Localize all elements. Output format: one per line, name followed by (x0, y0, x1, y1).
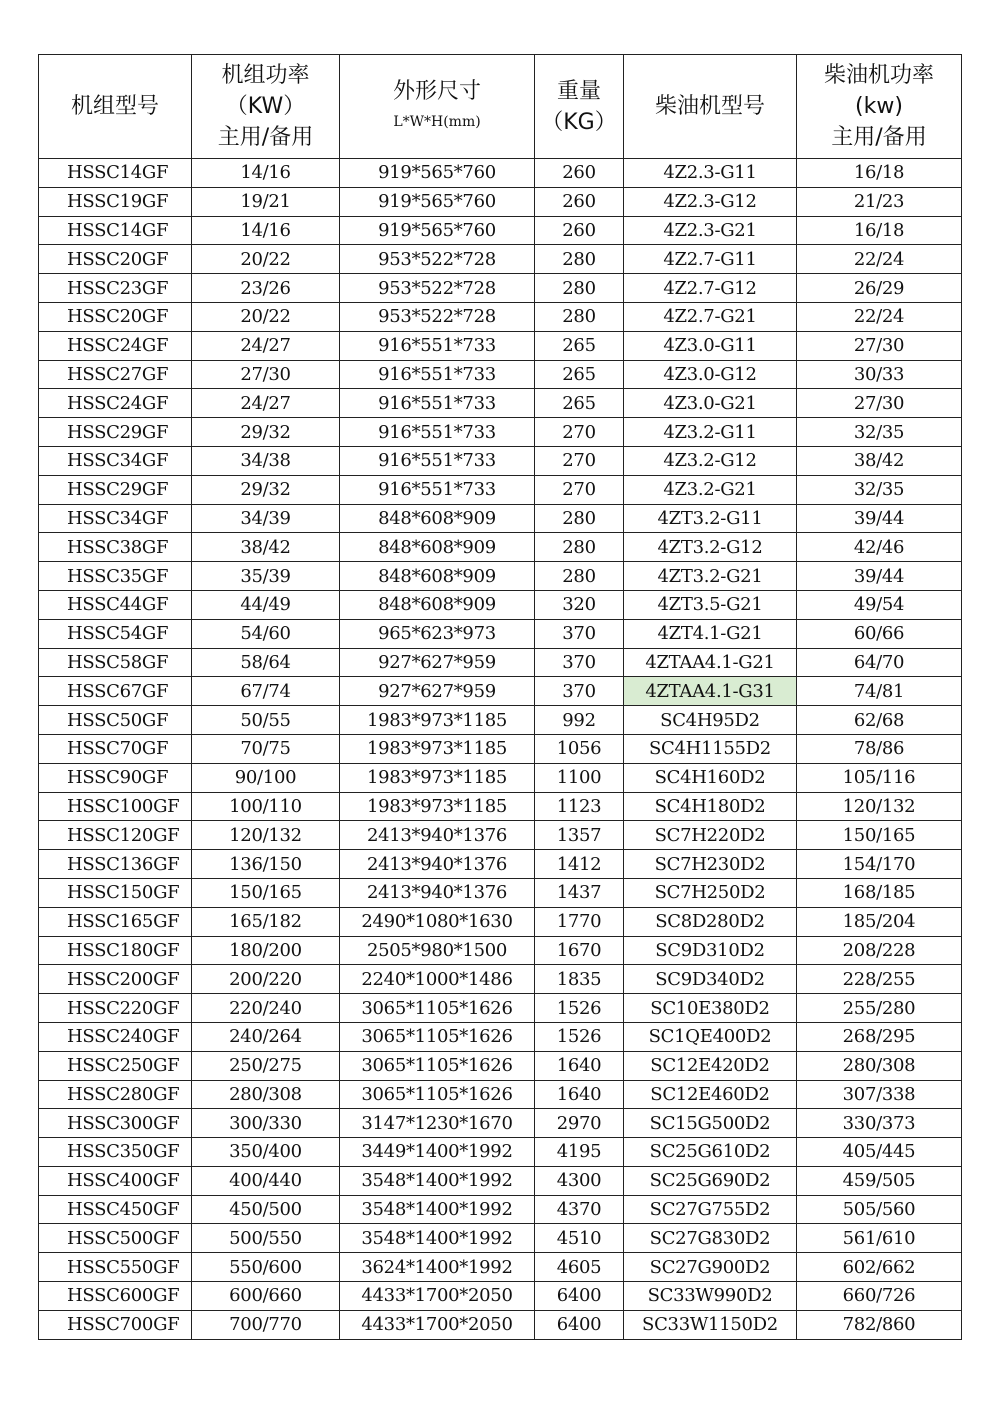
table-row (39, 1109, 962, 1138)
cell-model: HSSC700GF (39, 1310, 192, 1339)
cell-unit-power: 250/275 (192, 1051, 340, 1080)
cell-unit-power: 220/240 (192, 994, 340, 1023)
table-row (39, 274, 962, 303)
table-row (39, 533, 962, 562)
cell-dimensions: 965*623*973 (340, 619, 535, 648)
table-row (39, 850, 962, 879)
cell-unit-power: 400/440 (192, 1166, 340, 1195)
cell-engine-model: 4Z3.0-G12 (624, 360, 797, 389)
cell-weight: 265 (535, 389, 624, 418)
cell-model: HSSC38GF (39, 533, 192, 562)
cell-model: HSSC50GF (39, 706, 192, 735)
cell-engine-power: 22/24 (797, 302, 962, 331)
cell-unit-power: 50/55 (192, 706, 340, 735)
cell-weight: 1835 (535, 965, 624, 994)
cell-dimensions: 916*551*733 (340, 475, 535, 504)
cell-engine-model: 4Z3.2-G11 (624, 418, 797, 447)
cell-model: HSSC400GF (39, 1166, 192, 1195)
cell-model: HSSC70GF (39, 734, 192, 763)
cell-engine-power: 22/24 (797, 245, 962, 274)
cell-engine-model: 4Z2.3-G12 (624, 187, 797, 216)
cell-weight: 1526 (535, 994, 624, 1023)
header-engine-power: 柴油机功率 (kw) 主用/备用 (797, 55, 962, 159)
cell-model: HSSC150GF (39, 878, 192, 907)
cell-weight: 280 (535, 562, 624, 591)
cell-weight: 1640 (535, 1051, 624, 1080)
cell-weight: 1412 (535, 850, 624, 879)
table-row (39, 159, 962, 188)
cell-engine-power: 78/86 (797, 734, 962, 763)
cell-weight: 270 (535, 446, 624, 475)
cell-unit-power: 23/26 (192, 274, 340, 303)
cell-engine-model: SC25G690D2 (624, 1166, 797, 1195)
cell-engine-power: 330/373 (797, 1109, 962, 1138)
table-row (39, 677, 962, 706)
table-row (39, 446, 962, 475)
cell-model: HSSC27GF (39, 360, 192, 389)
cell-engine-model: SC33W990D2 (624, 1282, 797, 1311)
table-row (39, 907, 962, 936)
cell-model: HSSC350GF (39, 1138, 192, 1167)
cell-unit-power: 136/150 (192, 850, 340, 879)
cell-model: HSSC29GF (39, 418, 192, 447)
cell-dimensions: 1983*973*1185 (340, 734, 535, 763)
table-row (39, 418, 962, 447)
cell-engine-model: SC10E380D2 (624, 994, 797, 1023)
cell-engine-power: 459/505 (797, 1166, 962, 1195)
cell-model: HSSC450GF (39, 1195, 192, 1224)
table-row (39, 1138, 962, 1167)
cell-engine-model: SC7H220D2 (624, 821, 797, 850)
cell-engine-model: SC15G500D2 (624, 1109, 797, 1138)
cell-unit-power: 600/660 (192, 1282, 340, 1311)
cell-unit-power: 180/200 (192, 936, 340, 965)
cell-unit-power: 34/39 (192, 504, 340, 533)
cell-dimensions: 3147*1230*1670 (340, 1109, 535, 1138)
cell-weight: 1670 (535, 936, 624, 965)
table-row (39, 1224, 962, 1253)
cell-model: HSSC120GF (39, 821, 192, 850)
cell-engine-power: 64/70 (797, 648, 962, 677)
cell-model: HSSC35GF (39, 562, 192, 591)
cell-model: HSSC136GF (39, 850, 192, 879)
cell-engine-power: 120/132 (797, 792, 962, 821)
table-row (39, 1195, 962, 1224)
cell-weight: 280 (535, 274, 624, 303)
cell-model: HSSC280GF (39, 1080, 192, 1109)
cell-engine-power: 27/30 (797, 389, 962, 418)
cell-engine-power: 32/35 (797, 475, 962, 504)
cell-model: HSSC19GF (39, 187, 192, 216)
cell-dimensions: 2490*1080*1630 (340, 907, 535, 936)
cell-engine-power: 150/165 (797, 821, 962, 850)
cell-dimensions: 916*551*733 (340, 418, 535, 447)
table-row (39, 792, 962, 821)
cell-engine-power: 660/726 (797, 1282, 962, 1311)
cell-engine-power: 782/860 (797, 1310, 962, 1339)
cell-weight: 4195 (535, 1138, 624, 1167)
table-row (39, 1282, 962, 1311)
cell-unit-power: 120/132 (192, 821, 340, 850)
cell-model: HSSC24GF (39, 331, 192, 360)
cell-model: HSSC100GF (39, 792, 192, 821)
table-row (39, 360, 962, 389)
table-row (39, 187, 962, 216)
cell-engine-model: SC8D280D2 (624, 907, 797, 936)
cell-dimensions: 848*608*909 (340, 504, 535, 533)
table-row (39, 821, 962, 850)
cell-dimensions: 848*608*909 (340, 533, 535, 562)
cell-weight: 265 (535, 331, 624, 360)
cell-unit-power: 27/30 (192, 360, 340, 389)
cell-weight: 4370 (535, 1195, 624, 1224)
header-unit-power: 机组功率 （KW） 主用/备用 (192, 55, 340, 159)
cell-engine-model: 4Z2.7-G11 (624, 245, 797, 274)
cell-model: HSSC14GF (39, 216, 192, 245)
cell-engine-model: SC9D310D2 (624, 936, 797, 965)
cell-engine-model: 4Z2.3-G11 (624, 159, 797, 188)
table-row (39, 389, 962, 418)
table-header (39, 55, 962, 159)
cell-model: HSSC44GF (39, 590, 192, 619)
cell-weight: 2970 (535, 1109, 624, 1138)
cell-engine-power: 32/35 (797, 418, 962, 447)
cell-weight: 280 (535, 302, 624, 331)
cell-model: HSSC58GF (39, 648, 192, 677)
cell-engine-model: SC4H95D2 (624, 706, 797, 735)
cell-engine-power: 27/30 (797, 331, 962, 360)
cell-engine-model: SC7H230D2 (624, 850, 797, 879)
cell-weight: 4510 (535, 1224, 624, 1253)
cell-unit-power: 35/39 (192, 562, 340, 591)
cell-dimensions: 916*551*733 (340, 331, 535, 360)
cell-engine-power: 39/44 (797, 504, 962, 533)
cell-model: HSSC240GF (39, 1022, 192, 1051)
table-row (39, 1310, 962, 1339)
cell-engine-power: 26/29 (797, 274, 962, 303)
cell-model: HSSC600GF (39, 1282, 192, 1311)
cell-model: HSSC300GF (39, 1109, 192, 1138)
cell-dimensions: 919*565*760 (340, 159, 535, 188)
cell-weight: 370 (535, 677, 624, 706)
cell-engine-model: 4Z3.0-G21 (624, 389, 797, 418)
cell-engine-model: 4ZT3.2-G11 (624, 504, 797, 533)
cell-unit-power: 54/60 (192, 619, 340, 648)
table-row (39, 619, 962, 648)
cell-dimensions: 2413*940*1376 (340, 821, 535, 850)
cell-dimensions: 953*522*728 (340, 245, 535, 274)
cell-unit-power: 500/550 (192, 1224, 340, 1253)
cell-unit-power: 700/770 (192, 1310, 340, 1339)
cell-weight: 280 (535, 504, 624, 533)
cell-engine-model: SC33W1150D2 (624, 1310, 797, 1339)
cell-weight: 6400 (535, 1282, 624, 1311)
cell-engine-power: 405/445 (797, 1138, 962, 1167)
cell-weight: 260 (535, 216, 624, 245)
cell-unit-power: 58/64 (192, 648, 340, 677)
cell-engine-power: 38/42 (797, 446, 962, 475)
cell-engine-model: SC12E420D2 (624, 1051, 797, 1080)
cell-weight: 1056 (535, 734, 624, 763)
cell-engine-model: SC4H160D2 (624, 763, 797, 792)
cell-model: HSSC180GF (39, 936, 192, 965)
cell-dimensions: 3624*1400*1992 (340, 1253, 535, 1282)
cell-dimensions: 2413*940*1376 (340, 850, 535, 879)
cell-dimensions: 916*551*733 (340, 360, 535, 389)
cell-unit-power: 20/22 (192, 245, 340, 274)
cell-weight: 260 (535, 159, 624, 188)
cell-weight: 370 (535, 648, 624, 677)
cell-model: HSSC200GF (39, 965, 192, 994)
cell-engine-power: 60/66 (797, 619, 962, 648)
cell-model: HSSC500GF (39, 1224, 192, 1253)
cell-weight: 270 (535, 418, 624, 447)
cell-engine-model: 4ZTAA4.1-G21 (624, 648, 797, 677)
cell-engine-model: SC25G610D2 (624, 1138, 797, 1167)
cell-unit-power: 19/21 (192, 187, 340, 216)
cell-weight: 265 (535, 360, 624, 389)
cell-engine-power: 280/308 (797, 1051, 962, 1080)
cell-engine-model: 4ZT3.2-G12 (624, 533, 797, 562)
cell-dimensions: 4433*1700*2050 (340, 1282, 535, 1311)
cell-engine-power: 561/610 (797, 1224, 962, 1253)
cell-weight: 1123 (535, 792, 624, 821)
cell-dimensions: 927*627*959 (340, 648, 535, 677)
cell-dimensions: 953*522*728 (340, 274, 535, 303)
table-row (39, 475, 962, 504)
header-engine-model: 柴油机型号 (624, 55, 797, 159)
table-row (39, 504, 962, 533)
cell-unit-power: 24/27 (192, 389, 340, 418)
table-row (39, 1022, 962, 1051)
cell-unit-power: 34/38 (192, 446, 340, 475)
cell-dimensions: 3065*1105*1626 (340, 1022, 535, 1051)
table-row (39, 994, 962, 1023)
cell-weight: 6400 (535, 1310, 624, 1339)
cell-unit-power: 550/600 (192, 1253, 340, 1282)
cell-model: HSSC250GF (39, 1051, 192, 1080)
cell-engine-model: 4Z3.0-G11 (624, 331, 797, 360)
cell-engine-power: 49/54 (797, 590, 962, 619)
cell-dimensions: 3548*1400*1992 (340, 1195, 535, 1224)
cell-engine-power: 185/204 (797, 907, 962, 936)
header-model: 机组型号 (39, 55, 192, 159)
header-row (39, 55, 962, 159)
cell-unit-power: 300/330 (192, 1109, 340, 1138)
cell-engine-power: 307/338 (797, 1080, 962, 1109)
cell-unit-power: 350/400 (192, 1138, 340, 1167)
cell-unit-power: 67/74 (192, 677, 340, 706)
cell-weight: 320 (535, 590, 624, 619)
cell-model: HSSC23GF (39, 274, 192, 303)
cell-unit-power: 90/100 (192, 763, 340, 792)
cell-dimensions: 3548*1400*1992 (340, 1166, 535, 1195)
cell-dimensions: 1983*973*1185 (340, 706, 535, 735)
cell-dimensions: 2413*940*1376 (340, 878, 535, 907)
table-row (39, 216, 962, 245)
cell-model: HSSC67GF (39, 677, 192, 706)
generator-spec-table (38, 54, 962, 1340)
cell-model: HSSC34GF (39, 504, 192, 533)
cell-dimensions: 2505*980*1500 (340, 936, 535, 965)
header-weight: 重量 （KG） (535, 55, 624, 159)
cell-model: HSSC34GF (39, 446, 192, 475)
cell-engine-model: SC27G830D2 (624, 1224, 797, 1253)
cell-engine-power: 74/81 (797, 677, 962, 706)
cell-engine-model: 4ZT4.1-G21 (624, 619, 797, 648)
cell-dimensions: 919*565*760 (340, 216, 535, 245)
cell-weight: 4300 (535, 1166, 624, 1195)
cell-unit-power: 450/500 (192, 1195, 340, 1224)
cell-engine-model: 4ZT3.5-G21 (624, 590, 797, 619)
cell-dimensions: 919*565*760 (340, 187, 535, 216)
cell-engine-model: SC27G755D2 (624, 1195, 797, 1224)
cell-weight: 270 (535, 475, 624, 504)
cell-unit-power: 70/75 (192, 734, 340, 763)
cell-engine-power: 105/116 (797, 763, 962, 792)
cell-model: HSSC54GF (39, 619, 192, 648)
cell-engine-power: 30/33 (797, 360, 962, 389)
cell-dimensions: 3065*1105*1626 (340, 1080, 535, 1109)
cell-engine-model: SC27G900D2 (624, 1253, 797, 1282)
cell-dimensions: 3065*1105*1626 (340, 1051, 535, 1080)
cell-model: HSSC20GF (39, 245, 192, 274)
cell-model: HSSC24GF (39, 389, 192, 418)
table-row (39, 734, 962, 763)
cell-dimensions: 916*551*733 (340, 389, 535, 418)
table-row (39, 562, 962, 591)
table-row (39, 331, 962, 360)
cell-weight: 992 (535, 706, 624, 735)
cell-engine-power: 208/228 (797, 936, 962, 965)
cell-dimensions: 916*551*733 (340, 446, 535, 475)
cell-weight: 4605 (535, 1253, 624, 1282)
cell-engine-power: 255/280 (797, 994, 962, 1023)
cell-dimensions: 848*608*909 (340, 590, 535, 619)
cell-unit-power: 100/110 (192, 792, 340, 821)
table-row (39, 302, 962, 331)
cell-engine-power: 42/46 (797, 533, 962, 562)
cell-dimensions: 1983*973*1185 (340, 792, 535, 821)
cell-engine-power: 62/68 (797, 706, 962, 735)
table-row (39, 1051, 962, 1080)
cell-engine-power: 154/170 (797, 850, 962, 879)
cell-unit-power: 14/16 (192, 216, 340, 245)
cell-engine-power: 16/18 (797, 216, 962, 245)
table-row (39, 706, 962, 735)
cell-weight: 280 (535, 245, 624, 274)
cell-unit-power: 44/49 (192, 590, 340, 619)
cell-dimensions: 927*627*959 (340, 677, 535, 706)
table-row (39, 1166, 962, 1195)
cell-weight: 1357 (535, 821, 624, 850)
cell-weight: 1100 (535, 763, 624, 792)
cell-weight: 1526 (535, 1022, 624, 1051)
cell-engine-power: 268/295 (797, 1022, 962, 1051)
cell-unit-power: 240/264 (192, 1022, 340, 1051)
cell-model: HSSC165GF (39, 907, 192, 936)
cell-weight: 280 (535, 533, 624, 562)
cell-unit-power: 280/308 (192, 1080, 340, 1109)
cell-dimensions: 953*522*728 (340, 302, 535, 331)
cell-engine-model: SC12E460D2 (624, 1080, 797, 1109)
cell-engine-model: 4Z2.7-G21 (624, 302, 797, 331)
cell-engine-model: SC1QE400D2 (624, 1022, 797, 1051)
cell-engine-model: 4Z2.3-G21 (624, 216, 797, 245)
cell-unit-power: 200/220 (192, 965, 340, 994)
table-body (39, 159, 962, 1340)
cell-engine-model: 4Z2.7-G12 (624, 274, 797, 303)
cell-weight: 1437 (535, 878, 624, 907)
cell-unit-power: 20/22 (192, 302, 340, 331)
cell-weight: 1640 (535, 1080, 624, 1109)
cell-model: HSSC20GF (39, 302, 192, 331)
table-row (39, 763, 962, 792)
cell-weight: 260 (535, 187, 624, 216)
cell-weight: 1770 (535, 907, 624, 936)
cell-dimensions: 2240*1000*1486 (340, 965, 535, 994)
cell-unit-power: 24/27 (192, 331, 340, 360)
table-row (39, 1253, 962, 1282)
cell-dimensions: 4433*1700*2050 (340, 1310, 535, 1339)
cell-engine-power: 39/44 (797, 562, 962, 591)
cell-model: HSSC220GF (39, 994, 192, 1023)
cell-engine-power: 16/18 (797, 159, 962, 188)
table-row (39, 1080, 962, 1109)
table-row (39, 936, 962, 965)
cell-engine-model: 4Z3.2-G21 (624, 475, 797, 504)
cell-weight: 370 (535, 619, 624, 648)
table-row (39, 965, 962, 994)
cell-model: HSSC550GF (39, 1253, 192, 1282)
cell-engine-model: SC4H180D2 (624, 792, 797, 821)
cell-engine-power: 228/255 (797, 965, 962, 994)
cell-unit-power: 150/165 (192, 878, 340, 907)
cell-engine-model: 4ZT3.2-G21 (624, 562, 797, 591)
cell-engine-power: 505/560 (797, 1195, 962, 1224)
cell-unit-power: 29/32 (192, 418, 340, 447)
cell-unit-power: 38/42 (192, 533, 340, 562)
cell-unit-power: 14/16 (192, 159, 340, 188)
table-row (39, 878, 962, 907)
header-dimensions: 外形尺寸 L*W*H(mm) (340, 55, 535, 159)
cell-dimensions: 3548*1400*1992 (340, 1224, 535, 1253)
table-row (39, 590, 962, 619)
cell-engine-model: 4Z3.2-G12 (624, 446, 797, 475)
cell-engine-model: SC4H1155D2 (624, 734, 797, 763)
cell-engine-model: SC9D340D2 (624, 965, 797, 994)
cell-dimensions: 3065*1105*1626 (340, 994, 535, 1023)
cell-dimensions: 1983*973*1185 (340, 763, 535, 792)
table-row (39, 245, 962, 274)
table-row (39, 648, 962, 677)
cell-engine-power: 168/185 (797, 878, 962, 907)
cell-engine-power: 21/23 (797, 187, 962, 216)
cell-dimensions: 3449*1400*1992 (340, 1138, 535, 1167)
cell-unit-power: 29/32 (192, 475, 340, 504)
cell-dimensions: 848*608*909 (340, 562, 535, 591)
cell-unit-power: 165/182 (192, 907, 340, 936)
cell-model: HSSC90GF (39, 763, 192, 792)
cell-model: HSSC29GF (39, 475, 192, 504)
cell-model: HSSC14GF (39, 159, 192, 188)
cell-engine-power: 602/662 (797, 1253, 962, 1282)
cell-engine-model: 4ZTAA4.1-G31 (624, 677, 797, 706)
cell-engine-model: SC7H250D2 (624, 878, 797, 907)
